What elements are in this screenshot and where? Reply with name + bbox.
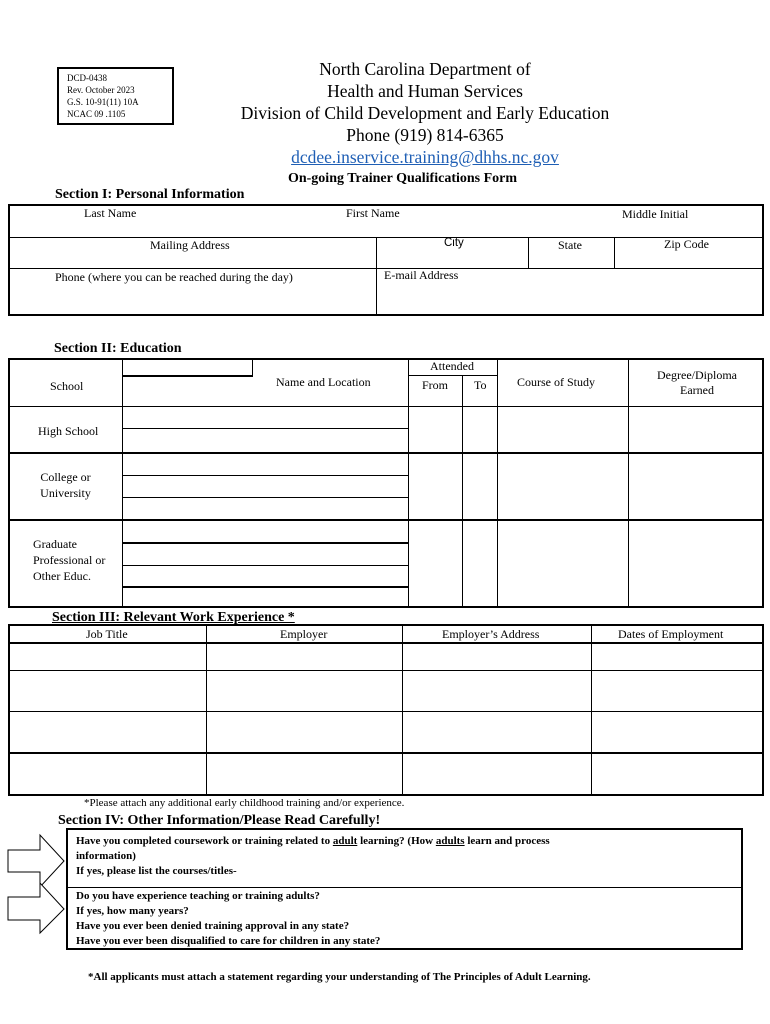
school-header: School xyxy=(50,379,84,393)
question-denied-approval: Have you ever been denied training approval in any state? xyxy=(76,920,350,932)
footer-note: *All applicants must attach a statement regarding your understanding of The Principles of Adult Learning. xyxy=(88,971,591,983)
section-3-title: Section III: Relevant Work Experience * xyxy=(52,610,295,625)
question-1: Have you completed coursework or training related to adult learning? (How adults learn and process information) If yes, please list the courses/titles- xyxy=(76,835,550,877)
college-name-field[interactable] xyxy=(123,454,408,519)
question-disqualified: Have you ever been disqualified to care for children in any state? xyxy=(76,935,381,947)
work-row[interactable] xyxy=(9,712,763,752)
name-field[interactable] xyxy=(9,219,763,237)
job-title-header: Job Title xyxy=(86,627,128,641)
phone-field[interactable] xyxy=(9,285,375,314)
header-phone: Phone (919) 814-6365 xyxy=(346,125,504,145)
dates-header: Dates of Employment xyxy=(618,627,724,641)
address-field[interactable] xyxy=(9,252,763,268)
employer-header: Employer xyxy=(280,627,328,641)
phone-label: Phone (where you can be reached during the day) xyxy=(55,270,293,284)
work-row[interactable] xyxy=(9,754,763,794)
form-rule: NCAC 09 .1105 xyxy=(67,109,126,119)
employer-address-header: Employer’s Address xyxy=(442,627,540,641)
zip-code-label: Zip Code xyxy=(664,237,709,251)
work-row[interactable] xyxy=(9,671,763,711)
question-years: If yes, how many years? xyxy=(76,905,189,917)
header-line-3: Division of Child Development and Early Education xyxy=(240,103,610,123)
college-label: College or University xyxy=(40,470,91,500)
experience-footnote: *Please attach any additional early childhood training and/or experience. xyxy=(84,797,405,809)
form-reference-box xyxy=(57,67,174,125)
form-code: DCD-0438 xyxy=(67,73,107,83)
mailing-address-label: Mailing Address xyxy=(150,238,230,252)
right-arrow-icon xyxy=(8,835,64,887)
email-field[interactable] xyxy=(378,285,762,314)
form-title: On-going Trainer Qualifications Form xyxy=(287,171,518,186)
form-statute: G.S. 10-91(11) 10A xyxy=(67,97,139,107)
high-school-name-field[interactable] xyxy=(123,407,408,452)
city-label: City xyxy=(444,237,464,249)
attended-header: Attended xyxy=(430,359,474,373)
section-2-title: Section II: Education xyxy=(54,341,182,356)
section-1-title: Section I: Personal Information xyxy=(55,187,245,202)
agency-header xyxy=(190,58,660,168)
question-2-group xyxy=(76,889,380,949)
form-revision: Rev. October 2023 xyxy=(67,85,135,95)
right-arrow-icon xyxy=(8,883,64,933)
graduate-label: Graduate Professional or Other Educ. xyxy=(33,537,106,583)
from-header: From xyxy=(422,378,449,392)
graduate-name-field[interactable] xyxy=(123,521,408,607)
high-school-label: High School xyxy=(38,424,99,438)
question-teaching-experience: Do you have experience teaching or training adults? xyxy=(76,890,320,902)
course-header: Course of Study xyxy=(517,375,595,389)
last-name-label: Last Name xyxy=(84,206,137,220)
email-label: E-mail Address xyxy=(384,268,459,282)
header-line-1: North Carolina Department of xyxy=(319,59,531,79)
to-header: To xyxy=(474,378,487,392)
first-name-label: First Name xyxy=(346,206,400,220)
section-4-title: Section IV: Other Information/Please Read Carefully! xyxy=(58,813,381,828)
name-location-header: Name and Location xyxy=(276,375,371,389)
work-row[interactable] xyxy=(9,644,763,670)
header-line-2: Health and Human Services xyxy=(327,81,523,101)
header-email-link[interactable]: dcdee.inservice.training@dhhs.nc.gov xyxy=(291,147,559,167)
state-label: State xyxy=(558,238,582,252)
degree-header: Degree/Diploma Earned xyxy=(657,368,737,397)
arrow-icons xyxy=(6,833,66,935)
middle-initial-label: Middle Initial xyxy=(622,207,689,221)
